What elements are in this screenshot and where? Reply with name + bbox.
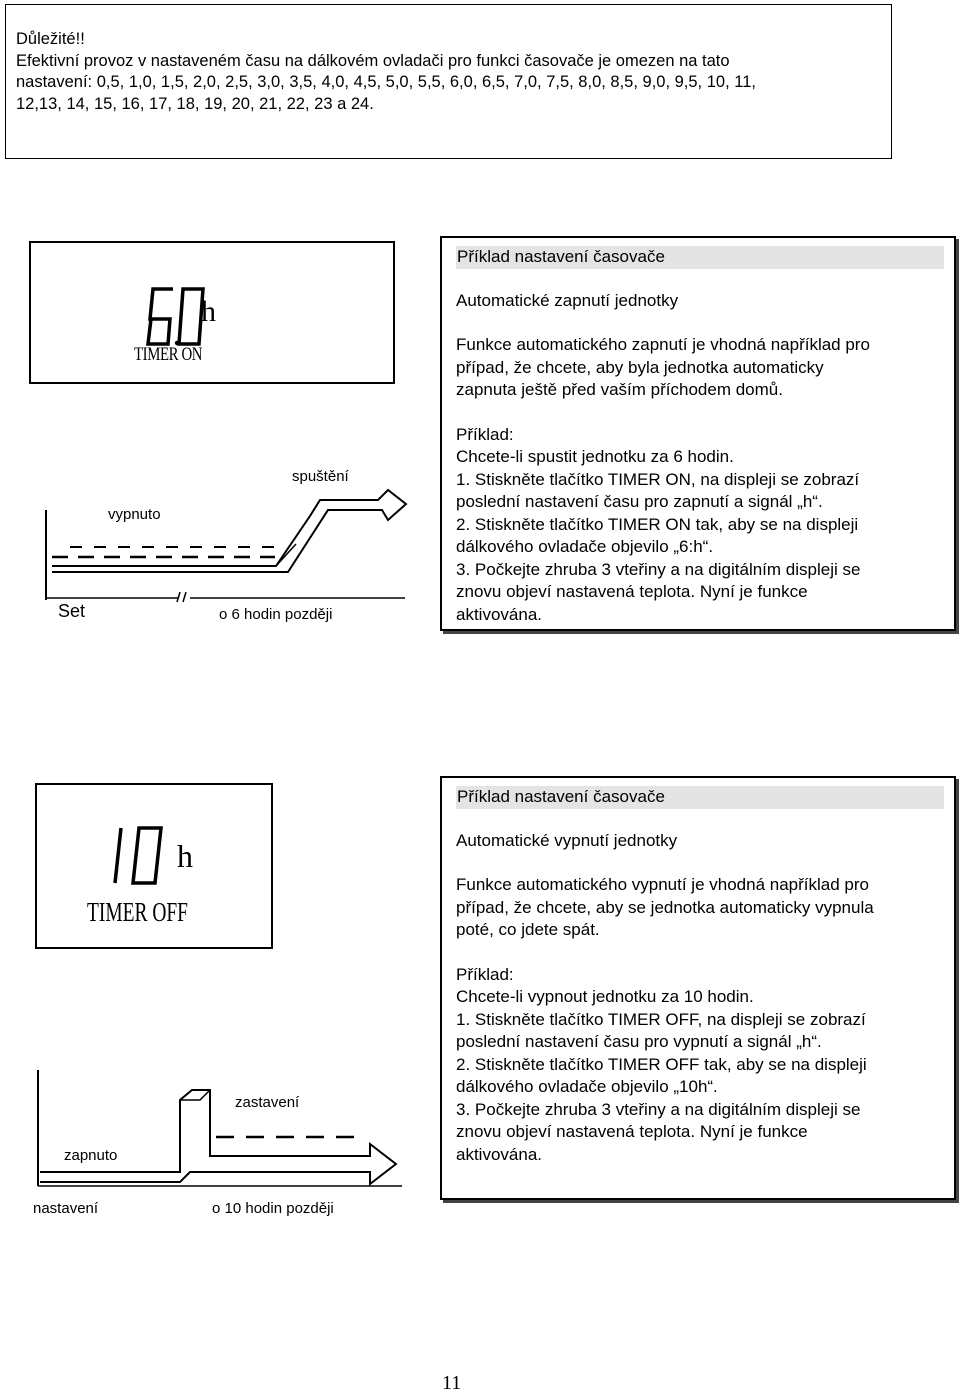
timer-off-diagram	[30, 1060, 410, 1220]
panel-step: poslední nastavení času pro vypnutí a signál „h“.	[456, 1032, 822, 1051]
note-line: 12,13, 14, 15, 16, 17, 18, 19, 20, 21, 22, 23 a 24.	[16, 94, 374, 113]
panel-step: 2. Stiskněte tlačítko TIMER OFF tak, aby se na displeji	[456, 1054, 867, 1074]
panel-description: případ, že chcete, aby byla jednotka automaticky	[456, 357, 824, 377]
note-line: Efektivní provoz v nastaveném času na dálkovém ovladači pro funkci časovače je omezen na tato	[16, 51, 730, 70]
diagram-later-label: o 10 hodin později	[212, 1200, 334, 1217]
panel-description: zapnuta ještě před vaším příchodem domů.	[456, 380, 783, 399]
lcd-digits-6-0	[148, 289, 203, 345]
timer-on-example-panel	[440, 236, 956, 631]
lcd-unit: h	[177, 838, 193, 874]
panel-step: 2. Stiskněte tlačítko TIMER ON tak, aby se na displeji	[456, 514, 859, 534]
panel-step: 1. Stiskněte tlačítko TIMER ON, na displeji se zobrazí	[456, 469, 860, 489]
note-line: nastavení: 0,5, 1,0, 1,5, 2,0, 2,5, 3,0, 3,5, 4,0, 4,5, 5,0, 5,5, 6,0, 6,5, 7,0, 7,5, 8,0, 8,5, 9,0, 9,5, 10, 11,	[16, 73, 756, 91]
panel-step: Chcete-li vypnout jednotku za 10 hodin.	[456, 987, 754, 1006]
panel-step: dálkového ovladače objevilo „6:h“.	[456, 537, 714, 556]
panel-step: znovu objeví nastavená teplota. Nyní je funkce	[456, 582, 808, 601]
panel-step: 1. Stiskněte tlačítko TIMER OFF, na displeji se zobrazí	[456, 1009, 866, 1029]
panel-description: Funkce automatického zapnutí je vhodná například pro	[456, 335, 870, 354]
page-number: 11	[442, 1372, 462, 1394]
diagram-later-label: o 6 hodin později	[219, 606, 333, 623]
diagram-on-label: zapnuto	[64, 1147, 118, 1164]
timer-on-diagram	[40, 460, 420, 630]
panel-step: znovu objeví nastavená teplota. Nyní je funkce	[456, 1122, 808, 1141]
panel-description: poté, co jdete spát.	[456, 920, 600, 939]
important-note-box	[5, 4, 892, 159]
panel-step: Chcete-li spustit jednotku za 6 hodin.	[456, 447, 734, 466]
panel-heading: Příklad nastavení časovače	[456, 246, 944, 269]
lcd-mode-label: TIMER OFF	[87, 897, 189, 927]
timer-off-example-panel	[440, 776, 956, 1200]
lcd-digits-1-0	[115, 828, 161, 883]
timer-off-lcd-display	[35, 783, 273, 949]
panel-step: 3. Počkejte zhruba 3 vteřiny a na digitálním displeji se	[456, 1099, 861, 1119]
timer-on-lcd-display	[29, 241, 395, 384]
diagram-off-label: vypnuto	[108, 506, 161, 523]
panel-step: aktivována.	[456, 604, 542, 624]
panel-step: dálkového ovladače objevilo „10h“.	[456, 1077, 718, 1096]
diagram-set-label: Set	[58, 601, 86, 621]
note-title: Důležité!!	[16, 30, 85, 48]
diagram-start-label: spuštění	[292, 468, 349, 485]
panel-step: aktivována.	[456, 1144, 542, 1164]
panel-subheading: Automatické zapnutí jednotky	[456, 290, 679, 310]
panel-description: Funkce automatického vypnutí je vhodná například pro	[456, 875, 869, 894]
lcd-unit: h	[201, 295, 216, 328]
panel-description: případ, že chcete, aby se jednotka automaticky vypnula	[456, 897, 874, 917]
panel-heading: Příklad nastavení časovače	[456, 786, 944, 809]
diagram-stop-label: zastavení	[235, 1094, 300, 1111]
panel-subheading: Automatické vypnutí jednotky	[456, 830, 678, 850]
diagram-set-label: nastavení	[33, 1200, 99, 1217]
lcd-mode-label: TIMER ON	[134, 344, 203, 365]
panel-step: poslední nastavení času pro zapnutí a signál „h“.	[456, 492, 823, 511]
panel-example-label: Příklad:	[456, 424, 514, 444]
panel-step: 3. Počkejte zhruba 3 vteřiny a na digitálním displeji se	[456, 559, 861, 579]
panel-example-label: Příklad:	[456, 964, 514, 984]
